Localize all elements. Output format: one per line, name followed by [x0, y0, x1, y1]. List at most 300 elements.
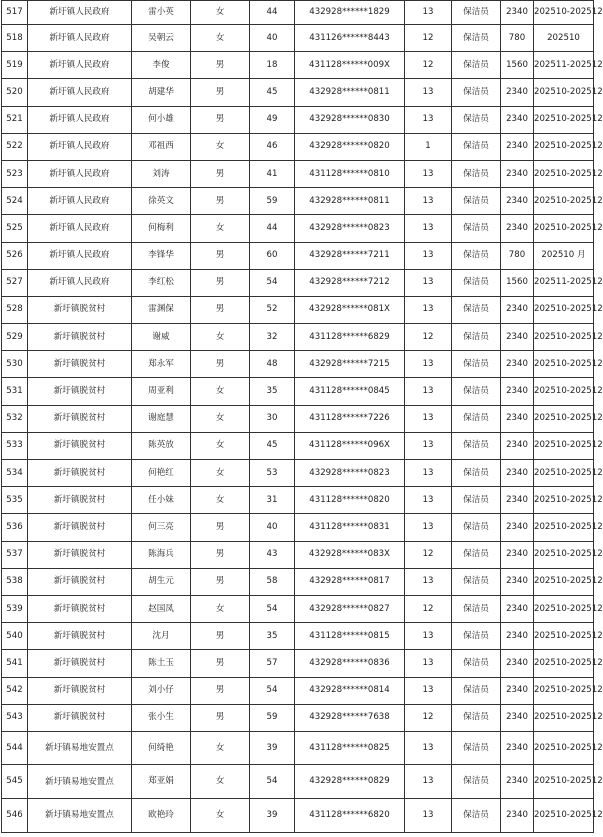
months-cell: 13: [405, 215, 452, 242]
row-number-cell: 540: [2, 623, 28, 650]
age-cell: 45: [250, 79, 295, 106]
sex-cell: 男: [191, 106, 250, 133]
age-cell: 49: [250, 106, 295, 133]
id-number-cell: 432928******0829: [295, 765, 405, 799]
period-cell: 202510 月: [534, 242, 594, 269]
row-number-cell: 528: [2, 296, 28, 323]
sex-cell: 男: [191, 351, 250, 378]
unit-cell: 新圩镇脱贫村: [28, 405, 132, 432]
id-number-cell: 432928******7212: [295, 269, 405, 296]
id-number-cell: 432928******0836: [295, 650, 405, 677]
sex-cell: 女: [191, 133, 250, 160]
id-number-cell: 432928******0811: [295, 188, 405, 215]
unit-cell: 新圩镇脱贫村: [28, 460, 132, 487]
unit-cell: 新圩镇人民政府: [28, 79, 132, 106]
id-number-cell: 432928******0811: [295, 79, 405, 106]
table-row: [2, 623, 594, 650]
table-row: [2, 704, 594, 731]
row-number-cell: 531: [2, 378, 28, 405]
period-cell: 202510-202512: [534, 677, 594, 704]
id-number-cell: 431128******0845: [295, 378, 405, 405]
row-number-cell: 523: [2, 160, 28, 187]
period-cell: 202510-202512: [534, 623, 594, 650]
name-cell: 李锋华: [132, 242, 191, 269]
row-number-cell: 519: [2, 52, 28, 79]
unit-cell: 新圩镇脱贫村: [28, 432, 132, 459]
age-cell: 54: [250, 595, 295, 622]
unit-cell: 新圩镇人民政府: [28, 1, 132, 25]
months-cell: 13: [405, 731, 452, 765]
months-cell: 12: [405, 541, 452, 568]
sex-cell: 男: [191, 541, 250, 568]
id-number-cell: 431128******0825: [295, 731, 405, 765]
period-cell: 202510-202512: [534, 460, 594, 487]
job-cell: 保洁员: [452, 324, 501, 351]
amount-cell: 2340: [501, 731, 534, 765]
job-cell: 保洁员: [452, 405, 501, 432]
months-cell: 13: [405, 487, 452, 514]
amount-cell: 2340: [501, 799, 534, 833]
name-cell: 胡建华: [132, 79, 191, 106]
table-row: [2, 731, 594, 765]
job-cell: 保洁员: [452, 650, 501, 677]
sex-cell: 女: [191, 765, 250, 799]
table-row: [2, 269, 594, 296]
id-number-cell: 432928******0823: [295, 215, 405, 242]
table-row: [2, 650, 594, 677]
sex-cell: 女: [191, 799, 250, 833]
unit-cell: 新圩镇人民政府: [28, 215, 132, 242]
name-cell: 周亚利: [132, 378, 191, 405]
months-cell: 12: [405, 324, 452, 351]
table-row: [2, 405, 594, 432]
job-cell: 保洁员: [452, 106, 501, 133]
unit-cell: 新圩镇人民政府: [28, 25, 132, 52]
name-cell: 何三亮: [132, 514, 191, 541]
unit-cell: 新圩镇易地安置点: [28, 799, 132, 833]
period-cell: 202510-202512: [534, 106, 594, 133]
row-number-cell: 534: [2, 460, 28, 487]
amount-cell: 1560: [501, 269, 534, 296]
age-cell: 18: [250, 52, 295, 79]
unit-cell: 新圩镇脱贫村: [28, 351, 132, 378]
age-cell: 31: [250, 487, 295, 514]
table-row: [2, 25, 594, 52]
row-number-cell: 539: [2, 595, 28, 622]
row-number-cell: 546: [2, 799, 28, 833]
sex-cell: 女: [191, 460, 250, 487]
table-row: [2, 79, 594, 106]
period-cell: 202510-202512: [534, 487, 594, 514]
months-cell: 13: [405, 106, 452, 133]
name-cell: 吴朝云: [132, 25, 191, 52]
name-cell: 谢威: [132, 324, 191, 351]
table-row: [2, 595, 594, 622]
name-cell: 沈月: [132, 623, 191, 650]
amount-cell: 1560: [501, 52, 534, 79]
period-cell: 202511-202512: [534, 269, 594, 296]
sex-cell: 男: [191, 514, 250, 541]
job-cell: 保洁员: [452, 595, 501, 622]
sex-cell: 男: [191, 623, 250, 650]
id-number-cell: 432928******0830: [295, 106, 405, 133]
months-cell: 13: [405, 432, 452, 459]
months-cell: 13: [405, 296, 452, 323]
job-cell: 保洁员: [452, 52, 501, 79]
row-number-cell: 520: [2, 79, 28, 106]
row-number-cell: 538: [2, 568, 28, 595]
table-row: [2, 765, 594, 799]
age-cell: 60: [250, 242, 295, 269]
period-cell: 202510-202512: [534, 568, 594, 595]
sex-cell: 男: [191, 568, 250, 595]
id-number-cell: 431128******096X: [295, 432, 405, 459]
name-cell: 陈英放: [132, 432, 191, 459]
amount-cell: 780: [501, 25, 534, 52]
amount-cell: 2340: [501, 215, 534, 242]
unit-cell: 新圩镇脱贫村: [28, 514, 132, 541]
name-cell: 陈土玉: [132, 650, 191, 677]
unit-cell: 新圩镇脱贫村: [28, 324, 132, 351]
amount-cell: 2340: [501, 188, 534, 215]
id-number-cell: 432928******0820: [295, 133, 405, 160]
months-cell: 13: [405, 514, 452, 541]
job-cell: 保洁员: [452, 432, 501, 459]
job-cell: 保洁员: [452, 623, 501, 650]
amount-cell: 2340: [501, 514, 534, 541]
name-cell: 郑亚娟: [132, 765, 191, 799]
id-number-cell: 432928******0823: [295, 460, 405, 487]
id-number-cell: 431128******0810: [295, 160, 405, 187]
name-cell: 陈海兵: [132, 541, 191, 568]
row-number-cell: 536: [2, 514, 28, 541]
sex-cell: 女: [191, 215, 250, 242]
unit-cell: 新圩镇脱贫村: [28, 487, 132, 514]
name-cell: 何绮艳: [132, 731, 191, 765]
unit-cell: 新圩镇人民政府: [28, 133, 132, 160]
age-cell: 52: [250, 296, 295, 323]
amount-cell: 2340: [501, 541, 534, 568]
amount-cell: 2340: [501, 1, 534, 25]
period-cell: 202511-202512: [534, 52, 594, 79]
age-cell: 41: [250, 160, 295, 187]
name-cell: 任小妹: [132, 487, 191, 514]
sex-cell: 男: [191, 296, 250, 323]
months-cell: 13: [405, 378, 452, 405]
age-cell: 40: [250, 514, 295, 541]
job-cell: 保洁员: [452, 514, 501, 541]
id-number-cell: 432928******083X: [295, 541, 405, 568]
id-number-cell: 431128******009X: [295, 52, 405, 79]
age-cell: 32: [250, 324, 295, 351]
sex-cell: 男: [191, 160, 250, 187]
row-number-cell: 537: [2, 541, 28, 568]
table-row: [2, 460, 594, 487]
name-cell: 徐英文: [132, 188, 191, 215]
name-cell: 赵国凤: [132, 595, 191, 622]
months-cell: 13: [405, 623, 452, 650]
age-cell: 58: [250, 568, 295, 595]
id-number-cell: 431128******0815: [295, 623, 405, 650]
table-row: [2, 296, 594, 323]
unit-cell: 新圩镇人民政府: [28, 160, 132, 187]
table-row: [2, 242, 594, 269]
job-cell: 保洁员: [452, 487, 501, 514]
period-cell: 202510-202512: [534, 79, 594, 106]
job-cell: 保洁员: [452, 460, 501, 487]
job-cell: 保洁员: [452, 79, 501, 106]
unit-cell: 新圩镇脱贫村: [28, 650, 132, 677]
age-cell: 44: [250, 215, 295, 242]
id-number-cell: 432928******081X: [295, 296, 405, 323]
name-cell: 张小生: [132, 704, 191, 731]
months-cell: 13: [405, 79, 452, 106]
row-number-cell: 543: [2, 704, 28, 731]
job-cell: 保洁员: [452, 188, 501, 215]
row-number-cell: 542: [2, 677, 28, 704]
table-row: [2, 215, 594, 242]
job-cell: 保洁员: [452, 378, 501, 405]
id-number-cell: 431128******6820: [295, 799, 405, 833]
unit-cell: 新圩镇易地安置点: [28, 765, 132, 799]
age-cell: 40: [250, 25, 295, 52]
job-cell: 保洁员: [452, 133, 501, 160]
period-cell: 202510: [534, 25, 594, 52]
row-number-cell: 532: [2, 405, 28, 432]
job-cell: 保洁员: [452, 351, 501, 378]
id-number-cell: 431128******0820: [295, 487, 405, 514]
age-cell: 30: [250, 405, 295, 432]
period-cell: 202510-202512: [534, 731, 594, 765]
unit-cell: 新圩镇脱贫村: [28, 378, 132, 405]
months-cell: 13: [405, 188, 452, 215]
unit-cell: 新圩镇人民政府: [28, 52, 132, 79]
months-cell: 13: [405, 677, 452, 704]
table-row: [2, 514, 594, 541]
unit-cell: 新圩镇脱贫村: [28, 568, 132, 595]
sex-cell: 女: [191, 405, 250, 432]
job-cell: 保洁员: [452, 799, 501, 833]
job-cell: 保洁员: [452, 215, 501, 242]
job-cell: 保洁员: [452, 160, 501, 187]
name-cell: 刘涛: [132, 160, 191, 187]
amount-cell: 2340: [501, 378, 534, 405]
age-cell: 39: [250, 731, 295, 765]
amount-cell: 2340: [501, 79, 534, 106]
months-cell: 13: [405, 460, 452, 487]
row-number-cell: 527: [2, 269, 28, 296]
age-cell: 39: [250, 799, 295, 833]
sex-cell: 女: [191, 487, 250, 514]
period-cell: 202510-202512: [534, 1, 594, 25]
unit-cell: 新圩镇人民政府: [28, 188, 132, 215]
table-row: [2, 133, 594, 160]
table-row: [2, 188, 594, 215]
table-row: [2, 487, 594, 514]
id-number-cell: 431128******0831: [295, 514, 405, 541]
id-number-cell: 431128******7226: [295, 405, 405, 432]
age-cell: 35: [250, 623, 295, 650]
row-number-cell: 544: [2, 731, 28, 765]
id-number-cell: 431126******8443: [295, 25, 405, 52]
subsidy-table: [1, 0, 603, 833]
row-number-cell: 524: [2, 188, 28, 215]
amount-cell: 780: [501, 242, 534, 269]
period-cell: 202510-202512: [534, 188, 594, 215]
amount-cell: 2340: [501, 160, 534, 187]
amount-cell: 2340: [501, 623, 534, 650]
age-cell: 54: [250, 765, 295, 799]
amount-cell: 2340: [501, 704, 534, 731]
period-cell: 202510-202512: [534, 133, 594, 160]
period-cell: 202510-202512: [534, 296, 594, 323]
age-cell: 48: [250, 351, 295, 378]
row-number-cell: 521: [2, 106, 28, 133]
table-body: [2, 1, 603, 833]
months-cell: 13: [405, 269, 452, 296]
id-number-cell: 432928******1829: [295, 1, 405, 25]
name-cell: 刘小仔: [132, 677, 191, 704]
table-row: [2, 378, 594, 405]
job-cell: 保洁员: [452, 731, 501, 765]
row-number-cell: 533: [2, 432, 28, 459]
job-cell: 保洁员: [452, 541, 501, 568]
row-number-cell: 522: [2, 133, 28, 160]
job-cell: 保洁员: [452, 269, 501, 296]
amount-cell: 2340: [501, 351, 534, 378]
id-number-cell: 432928******7211: [295, 242, 405, 269]
unit-cell: 新圩镇人民政府: [28, 269, 132, 296]
months-cell: 12: [405, 25, 452, 52]
age-cell: 53: [250, 460, 295, 487]
job-cell: 保洁员: [452, 568, 501, 595]
months-cell: 13: [405, 650, 452, 677]
sex-cell: 男: [191, 242, 250, 269]
age-cell: 59: [250, 704, 295, 731]
id-number-cell: 432928******0827: [295, 595, 405, 622]
job-cell: 保洁员: [452, 765, 501, 799]
table-row: [2, 568, 594, 595]
months-cell: 12: [405, 704, 452, 731]
period-cell: 202510-202512: [534, 704, 594, 731]
unit-cell: 新圩镇脱贫村: [28, 704, 132, 731]
amount-cell: 2340: [501, 487, 534, 514]
name-cell: 邓祖西: [132, 133, 191, 160]
table-row: [2, 1, 594, 25]
row-number-cell: 529: [2, 324, 28, 351]
table-row: [2, 799, 594, 833]
months-cell: 12: [405, 52, 452, 79]
sex-cell: 女: [191, 324, 250, 351]
unit-cell: 新圩镇易地安置点: [28, 731, 132, 765]
sex-cell: 男: [191, 269, 250, 296]
months-cell: 13: [405, 405, 452, 432]
age-cell: 54: [250, 677, 295, 704]
months-cell: 12: [405, 595, 452, 622]
id-number-cell: 431128******6829: [295, 324, 405, 351]
table-row: [2, 160, 594, 187]
period-cell: 202510-202512: [534, 765, 594, 799]
sex-cell: 女: [191, 378, 250, 405]
months-cell: 13: [405, 351, 452, 378]
period-cell: 202510-202512: [534, 514, 594, 541]
name-cell: 何小雄: [132, 106, 191, 133]
sex-cell: 女: [191, 595, 250, 622]
sex-cell: 女: [191, 731, 250, 765]
sex-cell: 女: [191, 1, 250, 25]
period-cell: 202510-202512: [534, 432, 594, 459]
amount-cell: 2340: [501, 568, 534, 595]
period-cell: 202510-202512: [534, 324, 594, 351]
amount-cell: 2340: [501, 677, 534, 704]
age-cell: 43: [250, 541, 295, 568]
name-cell: 郑永军: [132, 351, 191, 378]
row-number-cell: 517: [2, 1, 28, 25]
name-cell: 何梅利: [132, 215, 191, 242]
id-number-cell: 432928******0817: [295, 568, 405, 595]
amount-cell: 2340: [501, 765, 534, 799]
months-cell: 13: [405, 799, 452, 833]
unit-cell: 新圩镇脱贫村: [28, 677, 132, 704]
row-number-cell: 530: [2, 351, 28, 378]
row-number-cell: 525: [2, 215, 28, 242]
months-cell: 1: [405, 133, 452, 160]
months-cell: 13: [405, 242, 452, 269]
unit-cell: 新圩镇脱贫村: [28, 595, 132, 622]
amount-cell: 2340: [501, 650, 534, 677]
months-cell: 13: [405, 765, 452, 799]
table-row: [2, 106, 594, 133]
id-number-cell: 432928******7638: [295, 704, 405, 731]
age-cell: 54: [250, 269, 295, 296]
name-cell: 李俊: [132, 52, 191, 79]
unit-cell: 新圩镇人民政府: [28, 242, 132, 269]
period-cell: 202510-202512: [534, 799, 594, 833]
months-cell: 13: [405, 160, 452, 187]
job-cell: 保洁员: [452, 704, 501, 731]
sex-cell: 男: [191, 704, 250, 731]
amount-cell: 2340: [501, 460, 534, 487]
period-cell: 202510-202512: [534, 650, 594, 677]
age-cell: 35: [250, 378, 295, 405]
period-cell: 202510-202512: [534, 351, 594, 378]
table-row: [2, 432, 594, 459]
row-number-cell: 518: [2, 25, 28, 52]
name-cell: 雷小英: [132, 1, 191, 25]
row-number-cell: 535: [2, 487, 28, 514]
age-cell: 44: [250, 1, 295, 25]
table-row: [2, 351, 594, 378]
amount-cell: 2340: [501, 296, 534, 323]
row-number-cell: 526: [2, 242, 28, 269]
sex-cell: 男: [191, 650, 250, 677]
amount-cell: 2340: [501, 432, 534, 459]
period-cell: 202510-202512: [534, 405, 594, 432]
amount-cell: 2340: [501, 106, 534, 133]
sex-cell: 女: [191, 25, 250, 52]
id-number-cell: 432928******0814: [295, 677, 405, 704]
months-cell: 13: [405, 1, 452, 25]
name-cell: 雷渊保: [132, 296, 191, 323]
table-row: [2, 541, 594, 568]
period-cell: 202510-202512: [534, 160, 594, 187]
unit-cell: 新圩镇脱贫村: [28, 541, 132, 568]
amount-cell: 2340: [501, 595, 534, 622]
job-cell: 保洁员: [452, 677, 501, 704]
table-row: [2, 324, 594, 351]
sex-cell: 男: [191, 188, 250, 215]
amount-cell: 2340: [501, 405, 534, 432]
